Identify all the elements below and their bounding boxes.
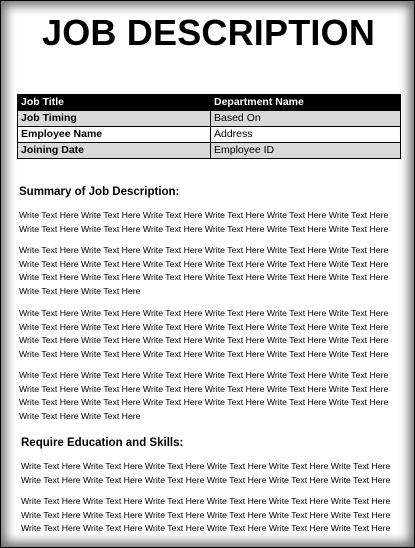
job-timing-label: Job Timing [18,111,211,127]
table-row [18,143,401,159]
text-line: Write Text Here Write Text Here Write Text Here Write Text Here Write Text Here Write Text Here [21,474,391,485]
table-row [18,95,401,111]
table-row [18,127,401,143]
summary-heading: Summary of Job Description: [19,186,180,198]
text-line: Write Text Here Write Text Here Write Text Here Write Text Here Write Text Here Write Text Here [19,223,389,234]
text-line: Write Text Here Write Text Here Write Text Here Write Text Here Write Text Here Write Text Here [19,210,389,220]
summary-paragraph [19,307,405,361]
text-line: Write Text Here Write Text Here Write Text Here Write Text Here Write Text Here Write Text Here [19,245,389,255]
education-paragraph [21,495,405,536]
text-line: Write Text Here Write Text Here Write Text Here Write Text Here Write Text Here Write Text Here [19,272,389,282]
text-line: Write Text Here Write Text Here Write Text Here Write Text Here Write Text Here Write Text Here [21,509,391,520]
text-line: Write Text Here Write Text Here Write Text Here Write Text Here Write Text Here Write Text Here [19,335,389,345]
text-line: Write Text Here Write Text Here Write Text Here Write Text Here Write Text Here Write Text Here [19,308,389,318]
employee-id-cell: Employee ID [211,143,401,159]
text-line: Write Text Here Write Text Here Write Text Here Write Text Here Write Text Here Write Text Here [21,496,391,506]
text-line: Write Text Here Write Text Here Write Text Here Write Text Here Write Text Here Write Text Here [19,321,389,332]
text-line: Write Text Here Write Text Here Write Text Here Write Text Here Write Text Here Write Text Here [19,348,389,359]
joining-date-label: Joining Date [18,143,211,159]
based-on-cell: Based On [211,111,401,127]
education-paragraph [21,460,405,487]
employee-name-label: Employee Name [18,127,211,143]
department-name-cell: Department Name [211,95,401,111]
text-line: Write Text Here Write Text Here Write Text Here Write Text Here Write Text Here Write Text Here [19,370,389,380]
job-title-label: Job Title [18,95,211,111]
education-heading: Require Education and Skills: [21,437,184,449]
text-line: Write Text Here Write Text Here Write Text Here Write Text Here Write Text Here Write Text Here [19,258,389,269]
table-row [18,111,401,127]
summary-paragraph [19,244,405,298]
summary-paragraph [19,369,405,423]
address-cell: Address [211,127,401,143]
text-line: Write Text Here Write Text Here [19,285,141,296]
text-line: Write Text Here Write Text Here Write Text Here Write Text Here Write Text Here Write Text Here [19,397,389,407]
summary-paragraph [19,209,405,236]
text-line: Write Text Here Write Text Here Write Text Here Write Text Here Write Text Here Write Text Here [21,523,391,533]
job-info-table [17,94,401,159]
text-line: Write Text Here Write Text Here Write Text Here Write Text Here Write Text Here Write Text Here [21,461,391,471]
text-line: Write Text Here Write Text Here Write Text Here Write Text Here Write Text Here Write Text Here [19,383,389,394]
text-line: Write Text Here Write Text Here [19,410,141,421]
page-title: JOB DESCRIPTION [41,12,376,53]
